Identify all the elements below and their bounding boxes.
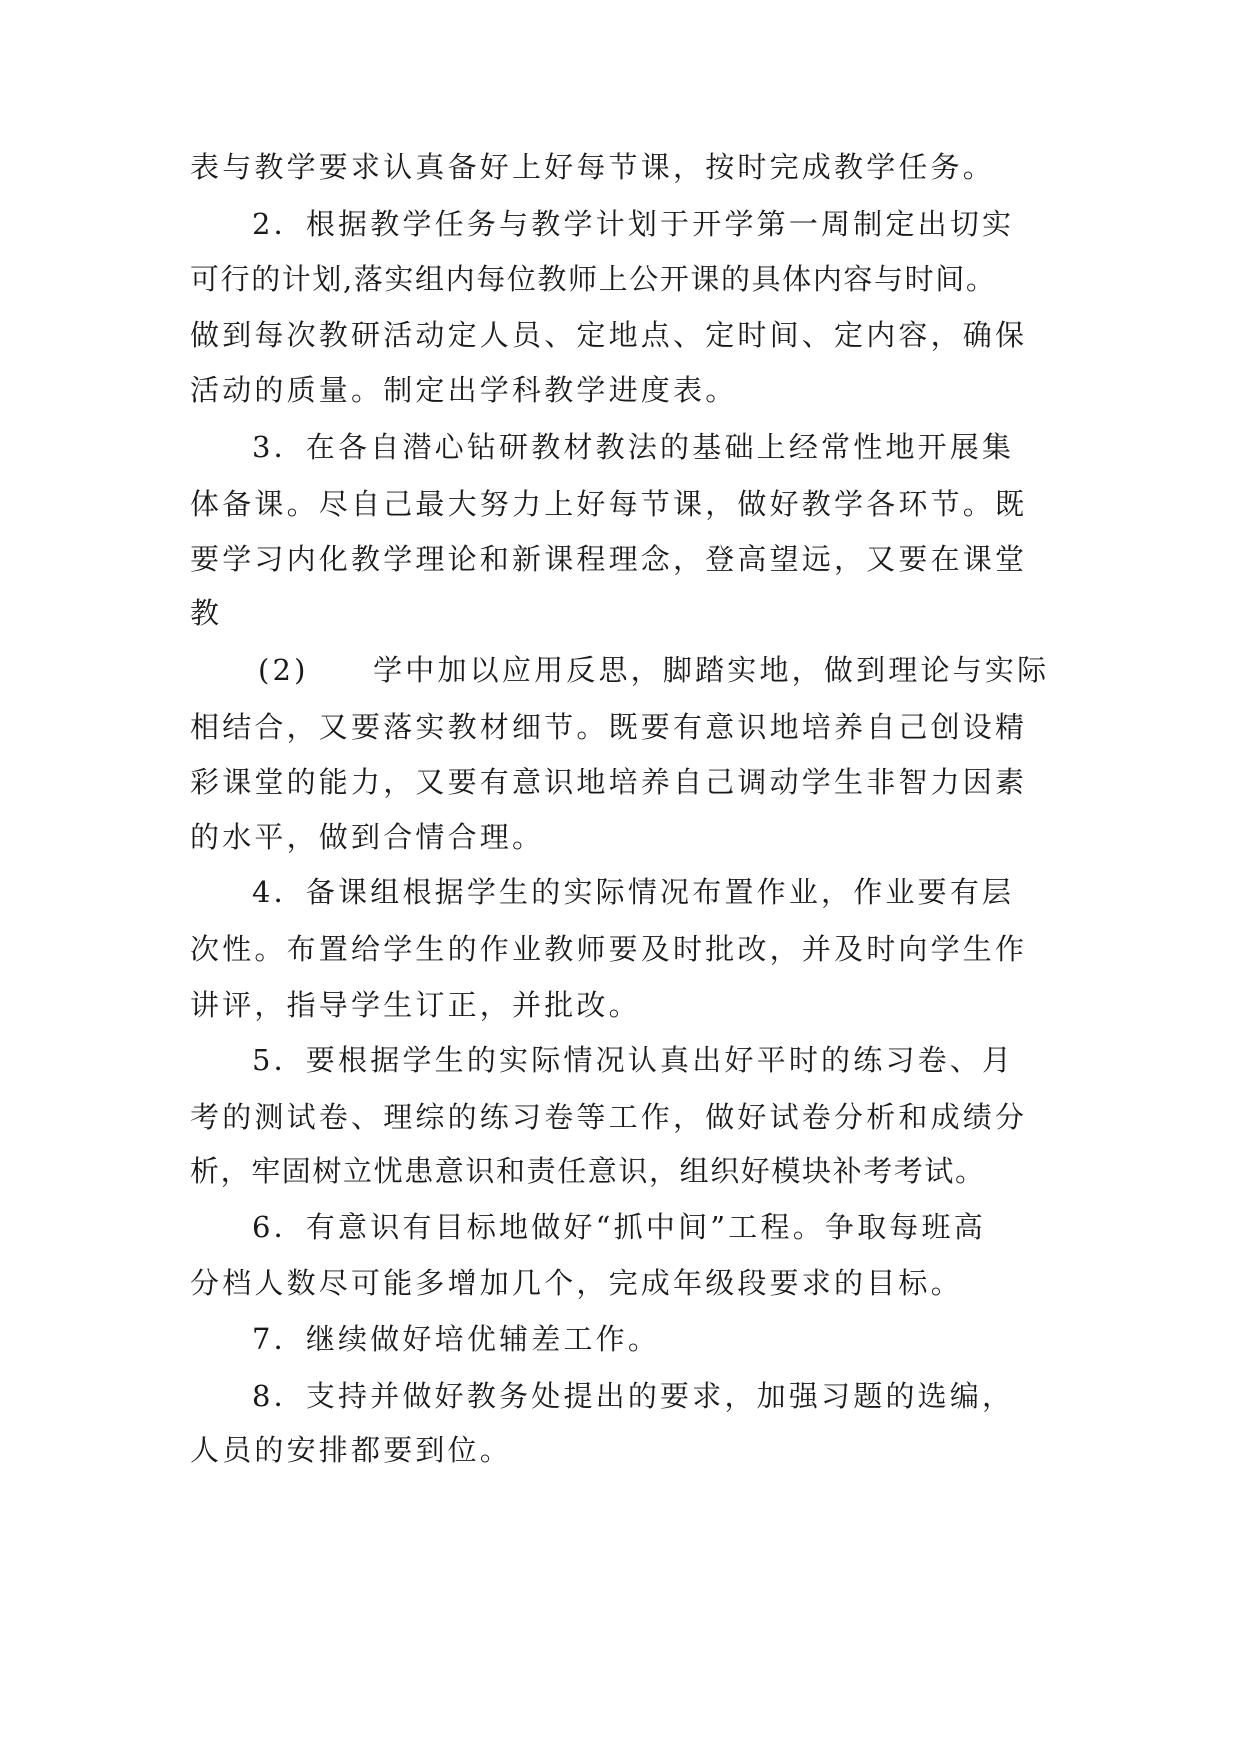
text-line: 教	[190, 596, 223, 630]
text-line: 讲评，指导学生订正，并批改。	[190, 988, 641, 1022]
text-line: 分档人数尽可能多增加几个，完成年级段要求的目标。	[190, 1266, 963, 1300]
text-line: 析，牢固树立忧患意识和责任意识，组织好模块补考考试。	[190, 1154, 986, 1188]
text-line: 3．在各自潜心钻研教材教法的基础上经常性地开展集	[252, 430, 1015, 464]
text-line: 体备课。尽自己最大努力上好每节课，做好教学各环节。既	[190, 487, 1028, 521]
text-line: 活动的质量。制定出学科教学进度表。	[190, 373, 738, 407]
text-line: 考的测试卷、理综的练习卷等工作，做好试卷分析和成绩分	[190, 1100, 1028, 1134]
text-line: 表与教学要求认真备好上好每节课，按时完成教学任务。	[190, 150, 996, 184]
text-line: 8．支持并做好教务处提出的要求，加强习题的选编，	[252, 1379, 1015, 1413]
text-line: 彩课堂的能力，又要有意识地培养自己调动学生非智力因素	[190, 765, 1028, 799]
text-line: 要学习内化教学理论和新课程理念，登高望远，又要在课堂	[190, 542, 1028, 576]
text-line: 相结合，又要落实教材细节。既要有意识地培养自己创设精	[190, 710, 1028, 744]
text-line: (2) 学中加以应用反思，脚踏实地，做到理论与实际	[258, 653, 1050, 687]
text-line: 6．有意识有目标地做好“抓中间”工程。争取每班高	[252, 1210, 986, 1244]
text-line: 5．要根据学生的实际情况认真出好平时的练习卷、月	[252, 1043, 1015, 1077]
text-line: 人员的安排都要到位。	[190, 1433, 513, 1467]
text-line: 可行的计划,落实组内每位教师上公开课的具体内容与时间。	[190, 262, 997, 296]
text-line: 7．继续做好培优辅差工作。	[252, 1322, 661, 1356]
text-line: 的水平，做到合情合理。	[190, 820, 545, 854]
text-line: 做到每次教研活动定人员、定地点、定时间、定内容，确保	[190, 318, 1028, 352]
text-line: 次性。布置给学生的作业教师要及时批改，并及时向学生作	[190, 932, 1028, 966]
text-line: 2．根据教学任务与教学计划于开学第一周制定出切实	[252, 207, 1015, 241]
text-line: 4．备课组根据学生的实际情况布置作业，作业要有层	[252, 875, 1015, 909]
